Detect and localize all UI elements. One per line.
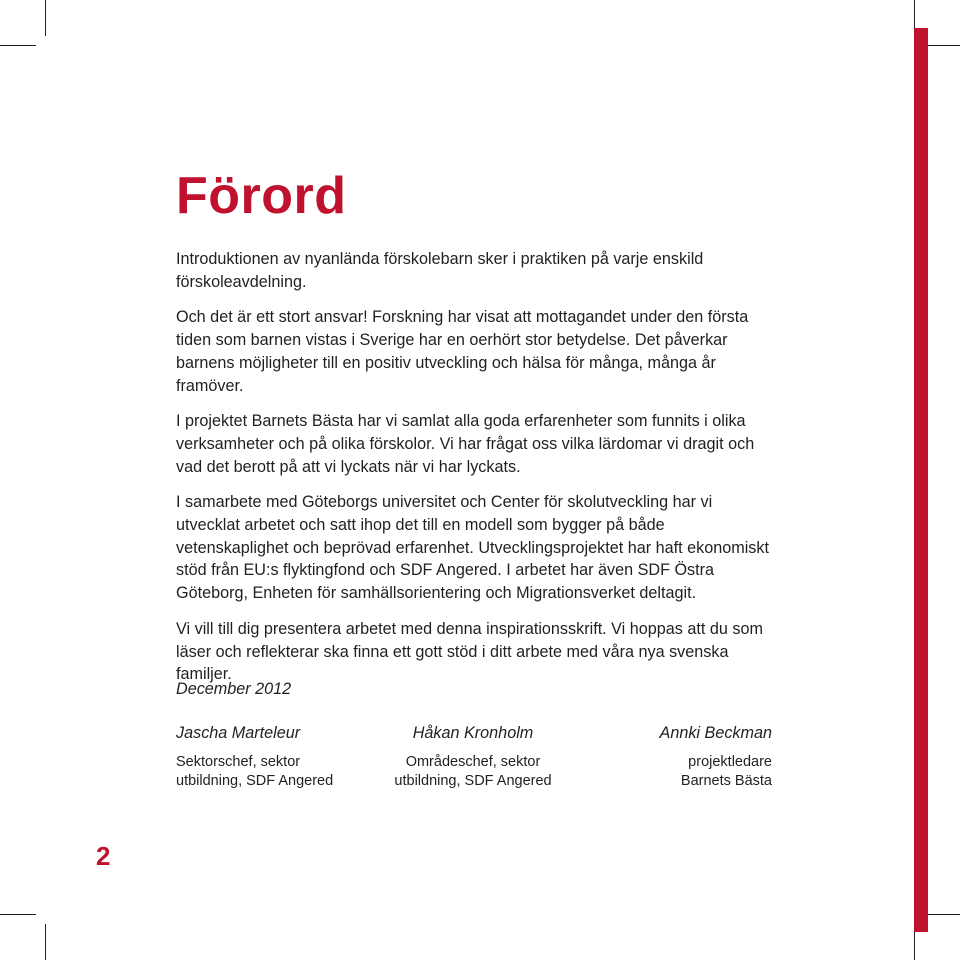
page-title: Förord [176,167,347,225]
signature-block [388,722,558,791]
paragraph: Vi vill till dig presentera arbetet med denna inspirationsskrift. Vi hoppas att du som läser och reflekterar ska finna ett gott stöd i ditt arbete med våra nya svenska familjer. [176,619,763,684]
paragraph: I projektet Barnets Bästa har vi samlat alla goda erfarenheter som funnits i olika verksamheter och på olika förskolor. Vi har frågat oss vilka lärdomar vi dragit och vad det berott på att vi lyckats när vi har lyckats. [176,412,755,476]
signature-role: Barnets Bästa [680,773,772,789]
signature-role: utbildning, SDF Angered [176,773,334,789]
signature-role: Sektorschef, sektor [176,754,301,770]
crop-mark-left-bottom [0,914,36,915]
crop-mark-right-top [924,45,960,46]
signature-role: Områdeschef, sektor [405,754,541,770]
date: December 2012 [176,680,292,698]
signature-name: Annki Beckman [659,724,772,742]
signature-role: utbildning, SDF Angered [394,773,552,789]
body-text [176,248,776,699]
crop-mark-left-top [0,45,36,46]
signature-role: projektledare [688,754,772,770]
signature-name: Håkan Kronholm [412,724,534,742]
signature-block [176,722,333,791]
paragraph: Och det är ett stort ansvar! Forskning har visat att mottagandet under den första tiden som barnen vistas i Sverige har en oerhört stor betydelse. Det påverkar barnens möjligheter till en positiv utveckling och hälsa för många, många år framöver. [176,308,749,395]
paragraph: Introduktionen av nyanlända förskolebarn sker i praktiken på varje enskild förskoleavdelning. [176,250,704,291]
paragraph: I samarbete med Göteborgs universitet och Center för skolutveckling har vi utvecklat arbetet och satt ihop det till en modell som bygger på både vetenskaplighet och beprövad erfarenhet. Utvecklingsprojektet har haft ekonomiskt stöd från EU:s flyktingfond och SDF Angered. I arbetet har även SDF Östra Göteborg, Enheten för samhällsorientering och Migrationsverket deltagit. [176,493,769,603]
signature-block [600,722,772,791]
signature-name: Jascha Marteleur [176,724,301,742]
page-number: 2 [96,841,111,871]
accent-side-bar [914,28,928,932]
crop-mark-bottom-left [45,924,46,960]
crop-mark-right-bottom [924,914,960,915]
crop-mark-top-left [45,0,46,36]
